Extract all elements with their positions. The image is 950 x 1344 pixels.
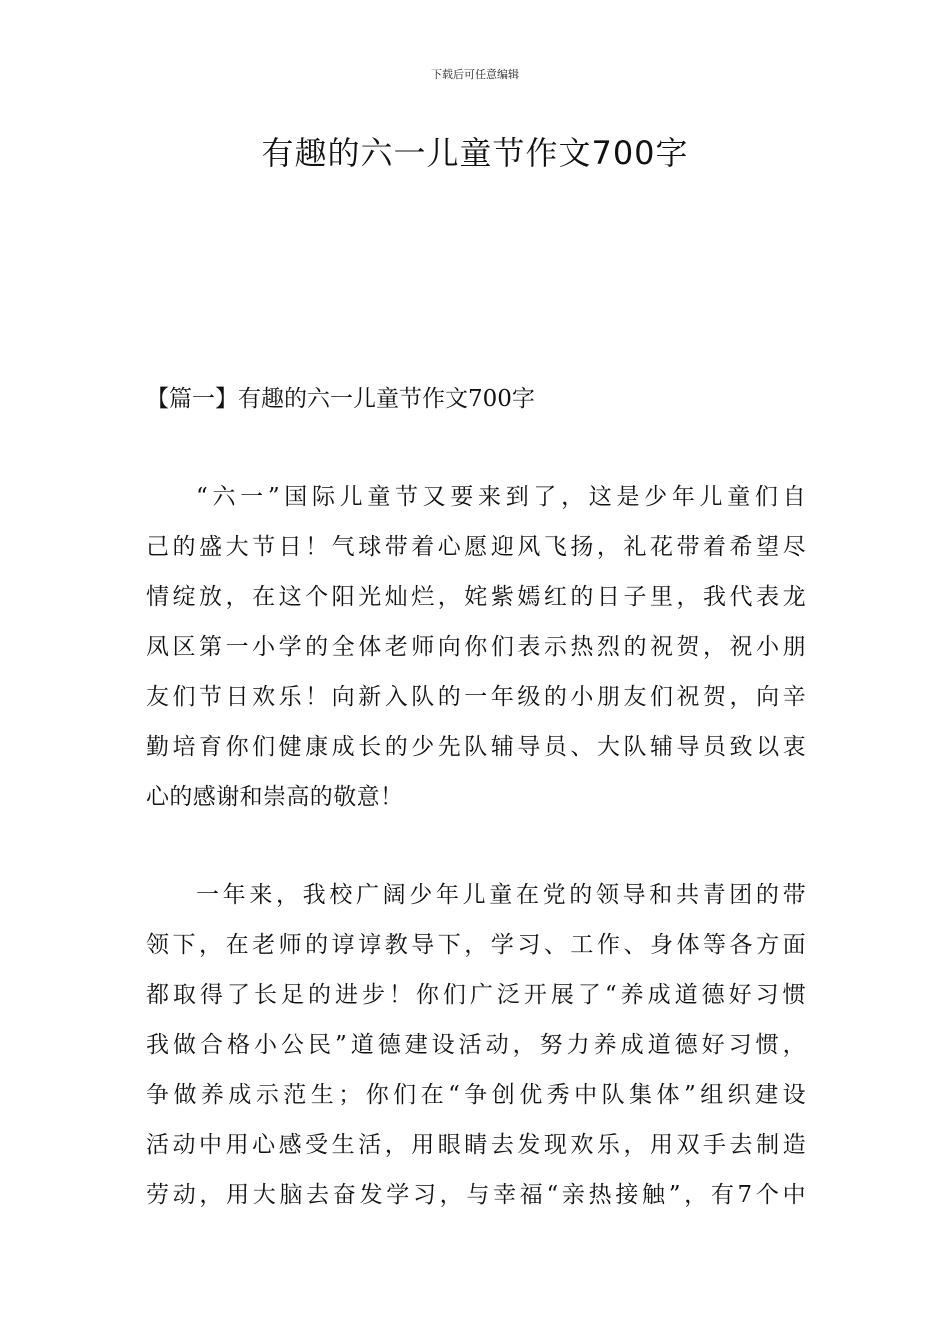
paragraph-line: 活动中用心感受生活，用眼睛去发现欢乐，用双手去制造 — [146, 1132, 806, 1158]
header-note: 下载后可任意编辑 — [431, 68, 519, 81]
paragraph-line: 友们节日欢乐！向新入队的一年级的小朋友们祝贺，向辛 — [146, 684, 806, 710]
paragraph-line: 情绽放，在这个阳光灿烂，姹紫嫣红的日子里，我代表龙 — [146, 584, 806, 610]
paragraph-line: 己的盛大节日！气球带着心愿迎风飞扬，礼花带着希望尽 — [146, 534, 806, 560]
paragraph-line: “六一”国际儿童节又要来到了，这是少年儿童们自 — [196, 484, 806, 510]
paragraph-line: 都取得了长足的进步！你们广泛开展了“养成道德好习惯 — [146, 982, 806, 1008]
paragraph-1 — [146, 472, 806, 822]
paragraph-line: 我做合格小公民”道德建设活动，努力养成道德好习惯， — [146, 1032, 806, 1058]
paragraph-line: 心的感谢和崇高的敬意！ — [146, 784, 404, 810]
paragraph-line: 争做养成示范生；你们在“争创优秀中队集体”组织建设 — [146, 1082, 806, 1108]
paragraph-line: 凤区第一小学的全体老师向你们表示热烈的祝贺，祝小朋 — [146, 634, 806, 660]
paragraph-line: 劳动，用大脑去奋发学习，与幸福“亲热接触”，有7个中 — [146, 1182, 806, 1208]
document-title: 有趣的六一儿童节作文700字 — [261, 134, 689, 172]
paragraph-line: 一年来，我校广阔少年儿童在党的领导和共青团的带 — [196, 882, 806, 908]
paragraph-line: 领下，在老师的谆谆教导下，学习、工作、身体等各方面 — [146, 932, 806, 958]
paragraph-2 — [146, 870, 806, 1220]
paragraph-line: 勤培育你们健康成长的少先队辅导员、大队辅导员致以衷 — [146, 734, 806, 760]
section-heading: 【篇一】有趣的六一儿童节作文700字 — [146, 386, 535, 412]
